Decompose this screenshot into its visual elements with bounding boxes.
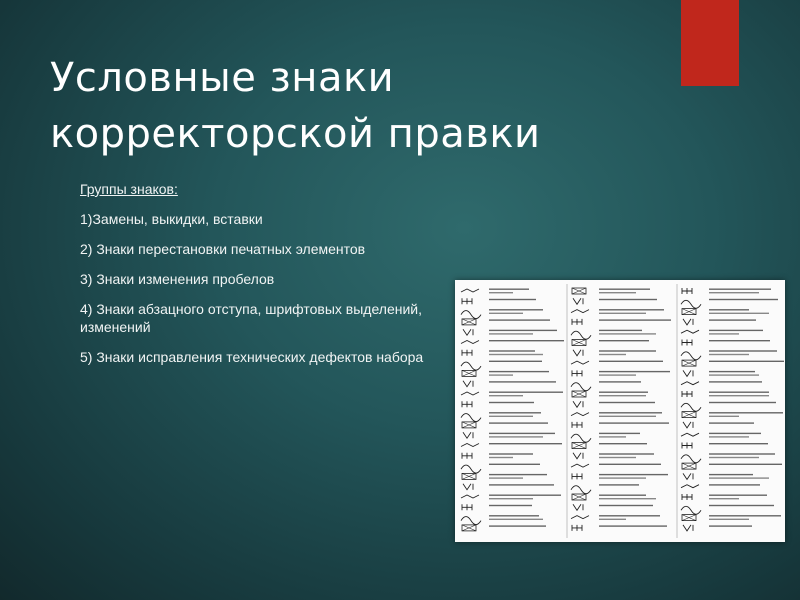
slide-title-line-1: Условные знаки [50, 55, 395, 101]
content-list [80, 180, 440, 378]
slide-title [50, 50, 670, 162]
proofreading-marks-image [455, 280, 785, 542]
group-item-3: 3) Знаки изменения пробелов [80, 271, 275, 287]
group-item-2: 2) Знаки перестановки печатных элементов [80, 241, 366, 257]
proofreading-marks-table-icon [455, 280, 785, 542]
group-item-1: 1)Замены, выкидки, вставки [80, 211, 263, 227]
accent-bar [681, 0, 739, 86]
group-item-4: 4) Знаки абзацного отступа, шрифтовых выделений, изменений [80, 301, 422, 335]
groups-heading: Группы знаков: [80, 181, 178, 197]
slide-title-line-2: корректорской правки [50, 111, 541, 157]
group-item-5: 5) Знаки исправления технических дефектов набора [80, 349, 424, 365]
